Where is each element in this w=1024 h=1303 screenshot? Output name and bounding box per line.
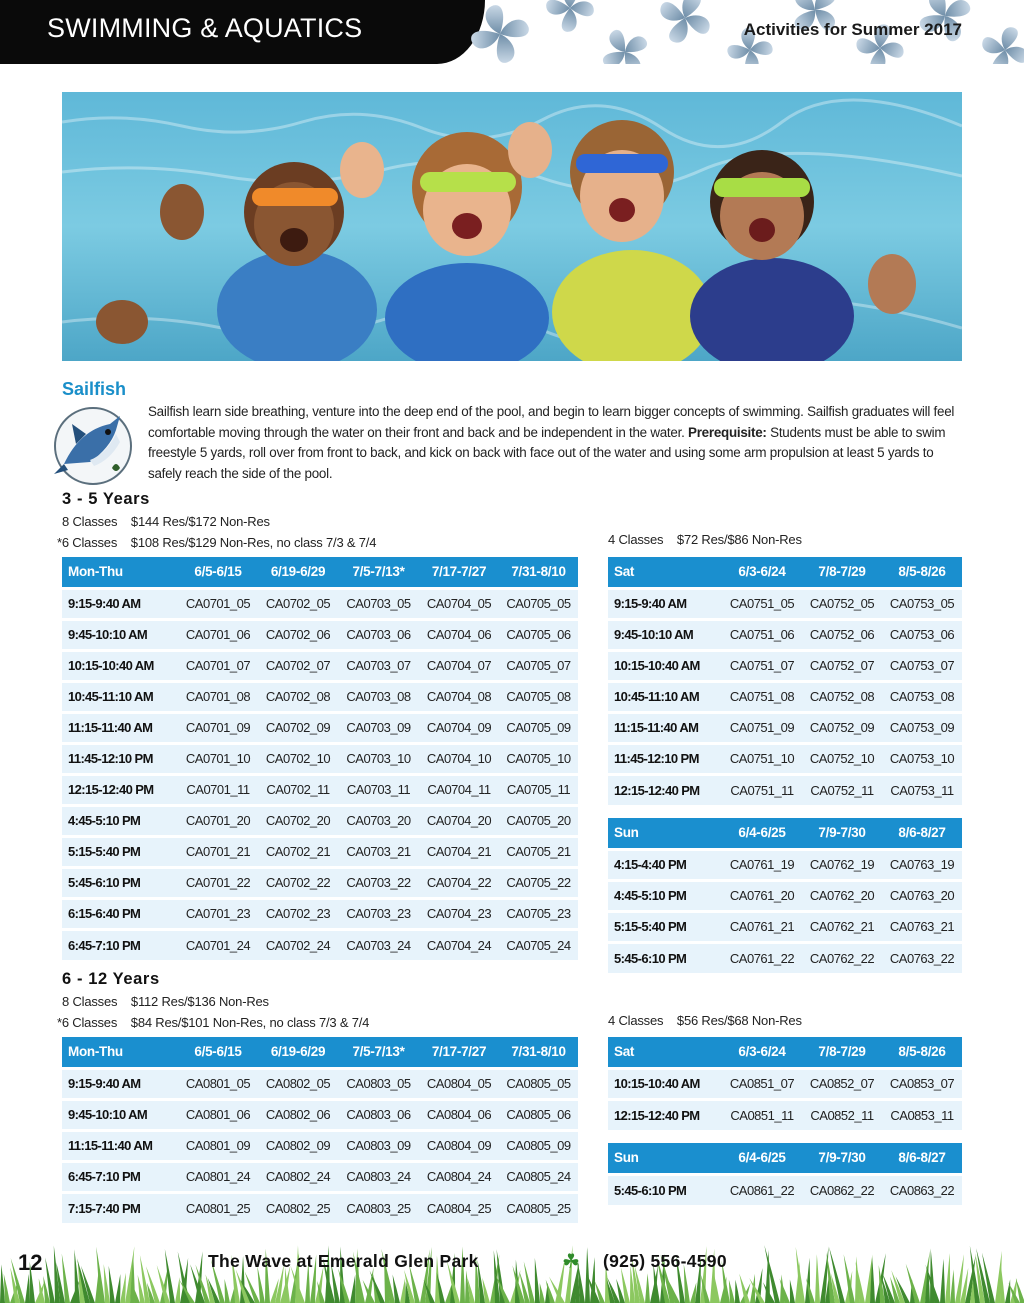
price-6-classes: *6 Classes $84 Res/$101 Non-Res, no class 7/3 & 7/4 [57, 1015, 370, 1030]
date-range-header: 7/17-7/27 [419, 1037, 499, 1068]
table-row [608, 880, 962, 911]
date-range-header: 6/3-6/24 [722, 1037, 802, 1068]
class-time: 10:15-10:40 AM [608, 1068, 722, 1099]
table-header-row [608, 818, 962, 849]
course-code: CA0702_22 [258, 867, 338, 898]
table-row [62, 619, 578, 650]
course-code: CA0752_10 [802, 743, 882, 774]
course-code: CA0705_22 [499, 867, 578, 898]
date-range-header: 7/17-7/27 [419, 557, 499, 588]
course-code: CA0702_05 [258, 588, 338, 619]
date-range-header: 6/5-6/15 [178, 1037, 258, 1068]
class-time: 4:45-5:10 PM [62, 805, 178, 836]
date-range-header: 6/19-6/29 [258, 1037, 338, 1068]
course-code: CA0701_23 [178, 898, 258, 929]
course-code: CA0704_24 [419, 929, 499, 960]
date-range-header: 8/5-8/26 [882, 557, 962, 588]
class-time: 10:15-10:40 AM [62, 650, 178, 681]
course-code: CA0803_05 [338, 1068, 419, 1099]
course-code: CA0702_11 [258, 774, 338, 805]
course-code: CA0704_20 [419, 805, 499, 836]
date-range-header: 7/31-8/10 [499, 557, 578, 588]
course-code: CA0751_06 [722, 619, 802, 650]
course-code: CA0753_10 [882, 743, 962, 774]
course-code: CA0702_07 [258, 650, 338, 681]
table-row [608, 942, 962, 973]
course-code: CA0704_06 [419, 619, 499, 650]
class-time: 9:45-10:10 AM [62, 1099, 178, 1130]
table-header-row [608, 1143, 962, 1174]
course-code: CA0705_06 [499, 619, 578, 650]
date-range-header: 6/4-6/25 [722, 1143, 802, 1174]
course-code: CA0751_11 [722, 774, 802, 805]
grass-border [0, 1244, 1024, 1303]
class-time: 11:15-11:40 AM [608, 712, 722, 743]
course-code: CA0851_07 [722, 1068, 802, 1099]
course-code: CA0805_09 [499, 1130, 578, 1161]
course-code: CA0801_24 [178, 1161, 258, 1192]
course-code: CA0701_21 [178, 836, 258, 867]
course-code: CA0704_22 [419, 867, 499, 898]
course-code: CA0853_07 [882, 1068, 962, 1099]
table-row [62, 805, 578, 836]
program-description [148, 402, 964, 484]
course-code: CA0702_24 [258, 929, 338, 960]
course-code: CA0805_24 [499, 1161, 578, 1192]
course-code: CA0702_21 [258, 836, 338, 867]
table-row [62, 743, 578, 774]
course-code: CA0804_06 [419, 1099, 499, 1130]
course-code: CA0703_21 [338, 836, 419, 867]
class-time: 7:15-7:40 PM [62, 1192, 178, 1223]
sunday-schedule-table [608, 818, 962, 973]
course-code: CA0853_11 [882, 1099, 962, 1130]
phone-number: (925) 556-4590 [603, 1251, 727, 1271]
course-code: CA0703_08 [338, 681, 419, 712]
course-code: CA0752_09 [802, 712, 882, 743]
course-code: CA0763_20 [882, 880, 962, 911]
class-time: 11:15-11:40 AM [62, 712, 178, 743]
saturday-schedule-table [608, 557, 962, 805]
class-time: 10:15-10:40 AM [608, 650, 722, 681]
course-code: CA0752_06 [802, 619, 882, 650]
table-row [62, 712, 578, 743]
program-title: Sailfish [62, 379, 127, 399]
course-code: CA0704_09 [419, 712, 499, 743]
course-code: CA0803_24 [338, 1161, 419, 1192]
course-code: CA0862_22 [802, 1174, 882, 1205]
price-8-classes: 8 Classes $112 Res/$136 Non-Res [62, 994, 269, 1009]
age-heading-6-12: 6 - 12 Years [62, 970, 160, 988]
date-range-header: 7/9-7/30 [802, 1143, 882, 1174]
course-code: CA0751_08 [722, 681, 802, 712]
course-code: CA0752_07 [802, 650, 882, 681]
class-time: 5:15-5:40 PM [62, 836, 178, 867]
course-code: CA0801_06 [178, 1099, 258, 1130]
course-code: CA0763_21 [882, 911, 962, 942]
course-code: CA0753_07 [882, 650, 962, 681]
class-time: 4:15-4:40 PM [608, 849, 722, 880]
course-code: CA0703_22 [338, 867, 419, 898]
course-code: CA0705_05 [499, 588, 578, 619]
course-code: CA0761_21 [722, 911, 802, 942]
course-code: CA0702_20 [258, 805, 338, 836]
shamrock-icon: ☘ [562, 1251, 580, 1273]
course-code: CA0753_05 [882, 588, 962, 619]
course-code: CA0701_08 [178, 681, 258, 712]
page-number: 12 [18, 1250, 43, 1275]
table-row [608, 911, 962, 942]
table-header-row [62, 1037, 578, 1068]
date-range-header: 6/19-6/29 [258, 557, 338, 588]
saturday-schedule-table [608, 1037, 962, 1130]
course-code: CA0704_05 [419, 588, 499, 619]
weekday-schedule-table [62, 1037, 578, 1223]
date-range-header: 8/6-8/27 [882, 1143, 962, 1174]
course-code: CA0703_05 [338, 588, 419, 619]
course-code: CA0852_11 [802, 1099, 882, 1130]
course-code: CA0703_24 [338, 929, 419, 960]
sailfish-icon [50, 404, 136, 488]
description-text: Sailfish learn side breathing, venture into the deep end of the pool, and begin to learn bigger concepts of swimming. Sailfish graduates will feel comfortable moving through the water on their front and back and be independent in the water. [148, 404, 955, 440]
course-code: CA0762_20 [802, 880, 882, 911]
date-range-header: 7/5-7/13* [338, 557, 419, 588]
course-code: CA0803_25 [338, 1192, 419, 1223]
date-range-header: 6/5-6/15 [178, 557, 258, 588]
course-code: CA0852_07 [802, 1068, 882, 1099]
table-row [62, 681, 578, 712]
course-code: CA0752_11 [802, 774, 882, 805]
table-header-row [608, 557, 962, 588]
table-row [62, 867, 578, 898]
course-code: CA0703_10 [338, 743, 419, 774]
course-code: CA0804_24 [419, 1161, 499, 1192]
course-code: CA0801_09 [178, 1130, 258, 1161]
course-code: CA0701_20 [178, 805, 258, 836]
course-code: CA0703_23 [338, 898, 419, 929]
date-range-header: 6/3-6/24 [722, 557, 802, 588]
table-row [62, 1192, 578, 1223]
course-code: CA0701_11 [178, 774, 258, 805]
course-code: CA0762_22 [802, 942, 882, 973]
course-code: CA0704_08 [419, 681, 499, 712]
course-code: CA0705_10 [499, 743, 578, 774]
day-header: Mon-Thu [62, 1037, 178, 1068]
prerequisite-text: Students must be able to swim freestyle 5 yards, roll over from front to back, and kick on back with face out of the water and using some arm propulsion at least 5 yards to safely reach the side of the pool. [148, 424, 946, 481]
course-code: CA0701_06 [178, 619, 258, 650]
course-code: CA0753_08 [882, 681, 962, 712]
table-row [62, 774, 578, 805]
course-code: CA0701_10 [178, 743, 258, 774]
course-code: CA0701_22 [178, 867, 258, 898]
date-range-header: 8/6-8/27 [882, 818, 962, 849]
course-code: CA0752_08 [802, 681, 882, 712]
day-header: Sat [608, 1037, 722, 1068]
class-time: 4:45-5:10 PM [608, 880, 722, 911]
age-heading-3-5: 3 - 5 Years [62, 490, 150, 508]
course-code: CA0705_09 [499, 712, 578, 743]
course-code: CA0851_11 [722, 1099, 802, 1130]
table-row [608, 681, 962, 712]
course-code: CA0702_09 [258, 712, 338, 743]
course-code: CA0705_20 [499, 805, 578, 836]
date-range-header: 7/9-7/30 [802, 818, 882, 849]
table-row [608, 1099, 962, 1130]
table-row [62, 1130, 578, 1161]
table-row [62, 588, 578, 619]
course-code: CA0805_05 [499, 1068, 578, 1099]
price-6-classes: *6 Classes $108 Res/$129 Non-Res, no class 7/3 & 7/4 [57, 535, 377, 550]
course-code: CA0804_25 [419, 1192, 499, 1223]
course-code: CA0702_06 [258, 619, 338, 650]
table-row [608, 619, 962, 650]
course-code: CA0763_22 [882, 942, 962, 973]
course-code: CA0702_10 [258, 743, 338, 774]
table-row [608, 588, 962, 619]
course-code: CA0705_23 [499, 898, 578, 929]
table-row [62, 929, 578, 960]
weekday-schedule-table [62, 557, 578, 960]
course-code: CA0705_07 [499, 650, 578, 681]
class-time: 10:45-11:10 AM [62, 681, 178, 712]
class-time: 6:45-7:10 PM [62, 1161, 178, 1192]
course-code: CA0704_21 [419, 836, 499, 867]
day-header: Sat [608, 557, 722, 588]
class-time: 5:15-5:40 PM [608, 911, 722, 942]
table-row [608, 743, 962, 774]
sunday-schedule-table [608, 1143, 962, 1205]
course-code: CA0805_06 [499, 1099, 578, 1130]
class-time: 11:45-12:10 PM [608, 743, 722, 774]
table-row [608, 712, 962, 743]
course-code: CA0763_19 [882, 849, 962, 880]
course-code: CA0802_05 [258, 1068, 338, 1099]
table-row [608, 1068, 962, 1099]
course-code: CA0804_05 [419, 1068, 499, 1099]
date-range-header: 8/5-8/26 [882, 1037, 962, 1068]
table-row [62, 898, 578, 929]
course-code: CA0703_06 [338, 619, 419, 650]
course-code: CA0761_20 [722, 880, 802, 911]
course-code: CA0805_25 [499, 1192, 578, 1223]
date-range-header: 6/4-6/25 [722, 818, 802, 849]
course-code: CA0703_07 [338, 650, 419, 681]
day-header: Sun [608, 1143, 722, 1174]
course-code: CA0762_19 [802, 849, 882, 880]
table-row [608, 774, 962, 805]
class-time: 11:15-11:40 AM [62, 1130, 178, 1161]
class-time: 11:45-12:10 PM [62, 743, 178, 774]
table-row [608, 1174, 962, 1205]
course-code: CA0751_07 [722, 650, 802, 681]
table-header-row [608, 1037, 962, 1068]
class-time: 9:15-9:40 AM [608, 588, 722, 619]
section-title: SWIMMING & AQUATICS [47, 13, 363, 43]
day-header: Mon-Thu [62, 557, 178, 588]
table-row [62, 836, 578, 867]
course-code: CA0701_05 [178, 588, 258, 619]
price-weekend: 4 Classes $56 Res/$68 Non-Res [608, 1013, 802, 1028]
class-time: 5:45-6:10 PM [62, 867, 178, 898]
course-code: CA0703_11 [338, 774, 419, 805]
course-code: CA0752_05 [802, 588, 882, 619]
course-code: CA0803_06 [338, 1099, 419, 1130]
course-code: CA0802_06 [258, 1099, 338, 1130]
date-range-header: 7/8-7/29 [802, 557, 882, 588]
course-code: CA0751_09 [722, 712, 802, 743]
course-code: CA0702_23 [258, 898, 338, 929]
class-time: 9:45-10:10 AM [62, 619, 178, 650]
prerequisite-label: Prerequisite: [688, 424, 767, 440]
table-row [62, 650, 578, 681]
class-time: 9:45-10:10 AM [608, 619, 722, 650]
course-code: CA0705_08 [499, 681, 578, 712]
price-8-classes: 8 Classes $144 Res/$172 Non-Res [62, 514, 270, 529]
course-code: CA0861_22 [722, 1174, 802, 1205]
table-row [62, 1099, 578, 1130]
table-header-row [62, 557, 578, 588]
date-range-header: 7/31-8/10 [499, 1037, 578, 1068]
course-code: CA0704_10 [419, 743, 499, 774]
class-time: 5:45-6:10 PM [608, 942, 722, 973]
course-code: CA0702_08 [258, 681, 338, 712]
table-row [608, 650, 962, 681]
course-code: CA0701_07 [178, 650, 258, 681]
date-range-header: 7/8-7/29 [802, 1037, 882, 1068]
class-time: 12:15-12:40 PM [62, 774, 178, 805]
course-code: CA0863_22 [882, 1174, 962, 1205]
class-time: 6:15-6:40 PM [62, 898, 178, 929]
course-code: CA0801_05 [178, 1068, 258, 1099]
class-time: 5:45-6:10 PM [608, 1174, 722, 1205]
venue-name: The Wave at Emerald Glen Park [208, 1251, 479, 1271]
course-code: CA0701_24 [178, 929, 258, 960]
course-code: CA0703_09 [338, 712, 419, 743]
course-code: CA0802_09 [258, 1130, 338, 1161]
course-code: CA0751_05 [722, 588, 802, 619]
class-time: 12:15-12:40 PM [608, 774, 722, 805]
course-code: CA0703_20 [338, 805, 419, 836]
course-code: CA0761_19 [722, 849, 802, 880]
course-code: CA0705_11 [499, 774, 578, 805]
class-time: 12:15-12:40 PM [608, 1099, 722, 1130]
course-code: CA0753_09 [882, 712, 962, 743]
course-code: CA0761_22 [722, 942, 802, 973]
class-time: 9:15-9:40 AM [62, 588, 178, 619]
course-code: CA0704_07 [419, 650, 499, 681]
course-code: CA0802_24 [258, 1161, 338, 1192]
course-code: CA0803_09 [338, 1130, 419, 1161]
course-code: CA0753_11 [882, 774, 962, 805]
course-code: CA0801_25 [178, 1192, 258, 1223]
course-code: CA0804_09 [419, 1130, 499, 1161]
course-code: CA0704_23 [419, 898, 499, 929]
season-subtitle: Activities for Summer 2017 [743, 20, 962, 39]
table-row [62, 1068, 578, 1099]
course-code: CA0751_10 [722, 743, 802, 774]
table-row [608, 849, 962, 880]
class-time: 9:15-9:40 AM [62, 1068, 178, 1099]
day-header: Sun [608, 818, 722, 849]
class-time: 6:45-7:10 PM [62, 929, 178, 960]
course-code: CA0762_21 [802, 911, 882, 942]
course-code: CA0701_09 [178, 712, 258, 743]
date-range-header: 7/5-7/13* [338, 1037, 419, 1068]
course-code: CA0705_21 [499, 836, 578, 867]
price-weekend: 4 Classes $72 Res/$86 Non-Res [608, 532, 802, 547]
kids-in-pool-photo [62, 92, 962, 361]
table-row [62, 1161, 578, 1192]
course-code: CA0802_25 [258, 1192, 338, 1223]
course-code: CA0753_06 [882, 619, 962, 650]
class-time: 10:45-11:10 AM [608, 681, 722, 712]
course-code: CA0704_11 [419, 774, 499, 805]
course-code: CA0705_24 [499, 929, 578, 960]
